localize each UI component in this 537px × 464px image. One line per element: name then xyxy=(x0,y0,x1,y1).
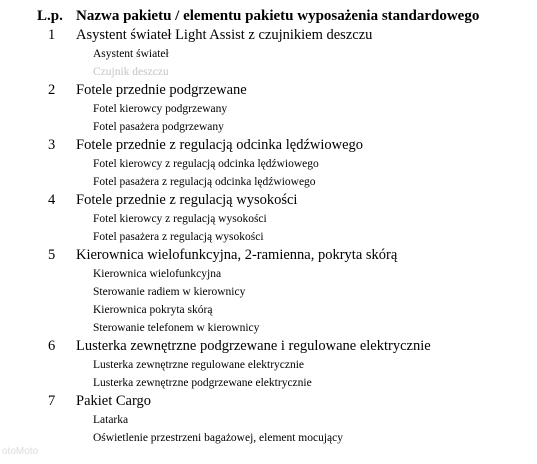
package-row xyxy=(0,26,537,45)
package-block xyxy=(0,392,537,447)
package-name: Fotele przednie podgrzewane xyxy=(76,82,247,98)
package-number: 1 xyxy=(48,27,56,43)
package-number: 7 xyxy=(48,393,56,409)
package-row xyxy=(0,81,537,100)
package-name: Fotele przednie z regulacją wysokości xyxy=(76,192,298,208)
package-item: Oświetlenie przestrzeni bagażowej, element mocujący xyxy=(93,432,344,444)
package-item: Fotel pasażera podgrzewany xyxy=(93,121,224,133)
package-block xyxy=(0,246,537,337)
table-header xyxy=(0,6,537,26)
package-name: Pakiet Cargo xyxy=(76,393,152,409)
package-item: Sterowanie telefonem w kierownicy xyxy=(93,322,260,334)
package-item: Asystent świateł xyxy=(93,48,169,60)
package-block xyxy=(0,337,537,392)
package-item: Latarka xyxy=(93,414,129,426)
package-item: Kierownica wielofunkcyjna xyxy=(93,268,222,280)
package-number: 5 xyxy=(48,247,56,263)
package-name: Lusterka zewnętrzne podgrzewane i regulowane elektrycznie xyxy=(76,338,431,354)
package-name: Fotele przednie z regulacją odcinka lędźwiowego xyxy=(76,137,364,153)
column-header-lp: L.p. xyxy=(37,8,63,24)
package-block xyxy=(0,136,537,191)
package-item: Fotel kierowcy z regulacją wysokości xyxy=(93,213,267,225)
package-number: 2 xyxy=(48,82,56,98)
package-list xyxy=(0,26,537,447)
package-item: Fotel pasażera z regulacją odcinka lędźwiowego xyxy=(93,176,316,188)
package-row xyxy=(0,136,537,155)
package-row xyxy=(0,392,537,411)
package-item: Czujnik deszczu xyxy=(93,66,169,78)
package-item: Lusterka zewnętrzne regulowane elektrycznie xyxy=(93,359,305,371)
package-block xyxy=(0,191,537,246)
package-row xyxy=(0,246,537,265)
package-name: Kierownica wielofunkcyjna, 2-ramienna, pokryta skórą xyxy=(76,247,398,263)
package-item: Lusterka zewnętrzne podgrzewane elektrycznie xyxy=(93,377,312,389)
package-item: Kierownica pokryta skórą xyxy=(93,304,213,316)
package-item: Fotel kierowcy podgrzewany xyxy=(93,103,228,115)
package-block xyxy=(0,81,537,136)
package-row xyxy=(0,191,537,210)
package-item: Fotel pasażera z regulacją wysokości xyxy=(93,231,264,243)
package-number: 3 xyxy=(48,137,56,153)
package-row xyxy=(0,337,537,356)
package-item: Sterowanie radiem w kierownicy xyxy=(93,286,246,298)
package-block xyxy=(0,26,537,81)
package-name: Asystent świateł Light Assist z czujnikiem deszczu xyxy=(76,27,373,43)
package-number: 4 xyxy=(48,192,56,208)
watermark: otoMoto xyxy=(2,446,39,457)
package-number: 6 xyxy=(48,338,56,354)
column-header-name: Nazwa pakietu / elementu pakietu wyposażenia standardowego xyxy=(76,8,480,24)
package-item: Fotel kierowcy z regulacją odcinka lędźwiowego xyxy=(93,158,319,170)
